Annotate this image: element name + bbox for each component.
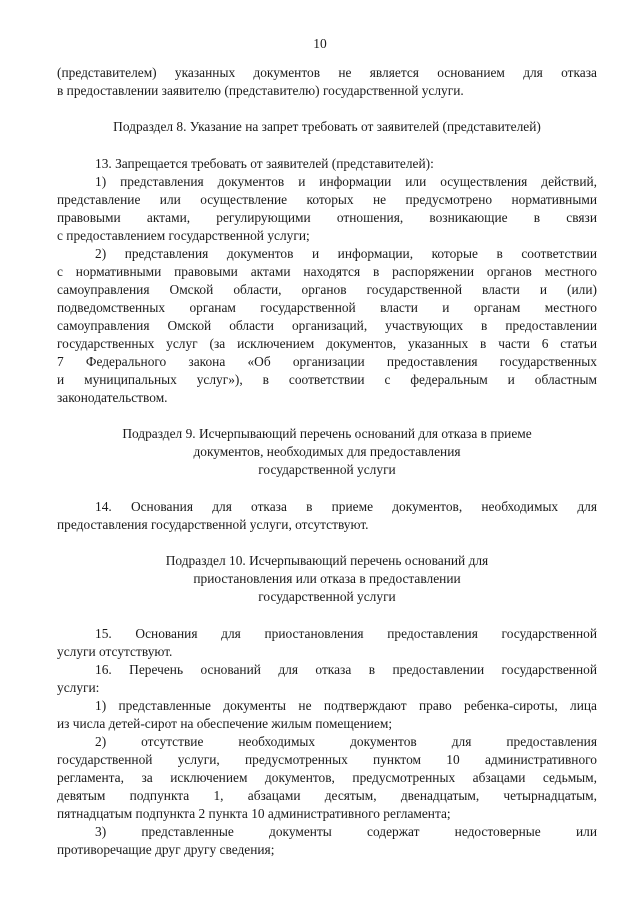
item-16: [57, 661, 597, 859]
subsection-9-heading: [57, 425, 597, 479]
item-16-sub1-line: 1) представленные документы не подтверждают право ребенка-сироты, лица: [95, 698, 597, 713]
item-15-line: услуги отсутствуют.: [57, 644, 173, 659]
item-16-sub2-line: девятым подпункта 1, абзацами десятым, двенадцатым, четырнадцатым,: [57, 788, 597, 803]
item-16-lead-line: услуги:: [57, 680, 100, 695]
intro-paragraph: [57, 64, 597, 100]
item-13-sub2-line: 2) представления документов и информации, которые в соответствии: [95, 246, 597, 261]
item-14-line: предоставления государственной услуги, отсутствуют.: [57, 517, 369, 532]
item-13-subitem-2: [57, 245, 597, 407]
item-13-sub1-line: 1) представления документов и информации или осуществления действий,: [95, 174, 597, 189]
item-13-sub1-line: правовыми актами, регулирующими отношения, возникающие в связи: [57, 210, 597, 225]
item-13-sub2-line: 7 Федерального закона «Об организации предоставления государственных: [57, 354, 597, 369]
item-13-sub2-line: законодательством.: [57, 390, 168, 405]
subsection-10-title-line: Подраздел 10. Исчерпывающий перечень оснований для: [165, 553, 489, 568]
item-13-sub2-line: и муниципальных услуг»), в соответствии с федеральным и областным: [57, 372, 597, 387]
item-16-subitem-2: [57, 733, 597, 823]
item-16-sub1-line: из числа детей-сирот на обеспечение жилым помещением;: [57, 716, 393, 731]
item-15: [57, 625, 597, 661]
subsection-10-heading: [57, 552, 597, 606]
subsection-10-title-line: государственной услуги: [258, 589, 396, 604]
item-15-line: 15. Основания для приостановления предоставления государственной: [95, 626, 597, 641]
subsection-9-title-line: Подраздел 9. Исчерпывающий перечень оснований для отказа в приеме: [122, 426, 532, 441]
item-16-sub3-line: противоречащие друг другу сведения;: [57, 842, 275, 857]
item-13-sub1-line: с предоставлением государственной услуги;: [57, 228, 310, 243]
item-13-sub2-line: самоуправления Омской области организаций, участвующих в предоставлении: [57, 318, 597, 333]
item-16-sub3-line: 3) представленные документы содержат недостоверные или: [95, 824, 597, 839]
item-13-sub2-line: государственных услуг (за исключением документов, указанных в части 6 статьи: [57, 336, 597, 351]
item-16-sub2-line: пятнадцатым подпункта 2 пункта 10 административного регламента;: [57, 806, 451, 821]
subsection-8-heading: [57, 118, 597, 136]
subsection-9-title-line: государственной услуги: [258, 462, 396, 477]
item-13-subitem-1: [57, 173, 597, 245]
item-13-sub2-line: подведомственных органам государственной власти и органам местного: [57, 300, 597, 315]
document-body: [57, 64, 597, 859]
item-16-subitem-1: [57, 697, 597, 733]
item-16-sub2-line: 2) отсутствие необходимых документов для предоставления: [95, 734, 597, 749]
item-13: [57, 155, 597, 407]
item-14: [57, 498, 597, 534]
subsection-10-title-line: приостановления или отказа в предоставлении: [193, 571, 461, 586]
subsection-8-title: Подраздел 8. Указание на запрет требовать от заявителей (представителей): [113, 119, 541, 134]
item-13-sub2-line: самоуправления Омской области, органов государственной власти и (или): [57, 282, 597, 297]
item-16-subitem-3: [57, 823, 597, 859]
item-13-sub1-line: представление или осуществление которых не предусмотрено нормативными: [57, 192, 597, 207]
item-13-lead: 13. Запрещается требовать от заявителей (представителей):: [95, 156, 434, 171]
page-number: 10: [313, 36, 327, 51]
item-16-sub2-line: государственной услуги, предусмотренных пунктом 10 административного: [57, 752, 597, 767]
item-16-sub2-line: регламента, за исключением документов, предусмотренных абзацами седьмым,: [57, 770, 597, 785]
item-13-sub2-line: с нормативными правовыми актами находятся в распоряжении органов местного: [57, 264, 597, 279]
intro-line: в предоставлении заявителю (представителю) государственной услуги.: [57, 83, 464, 98]
intro-line: (представителем) указанных документов не является основанием для отказа: [57, 65, 597, 80]
item-16-lead-line: 16. Перечень оснований для отказа в предоставлении государственной: [95, 662, 597, 677]
item-14-line: 14. Основания для отказа в приеме документов, необходимых для: [95, 499, 597, 514]
subsection-9-title-line: документов, необходимых для предоставления: [193, 444, 461, 459]
